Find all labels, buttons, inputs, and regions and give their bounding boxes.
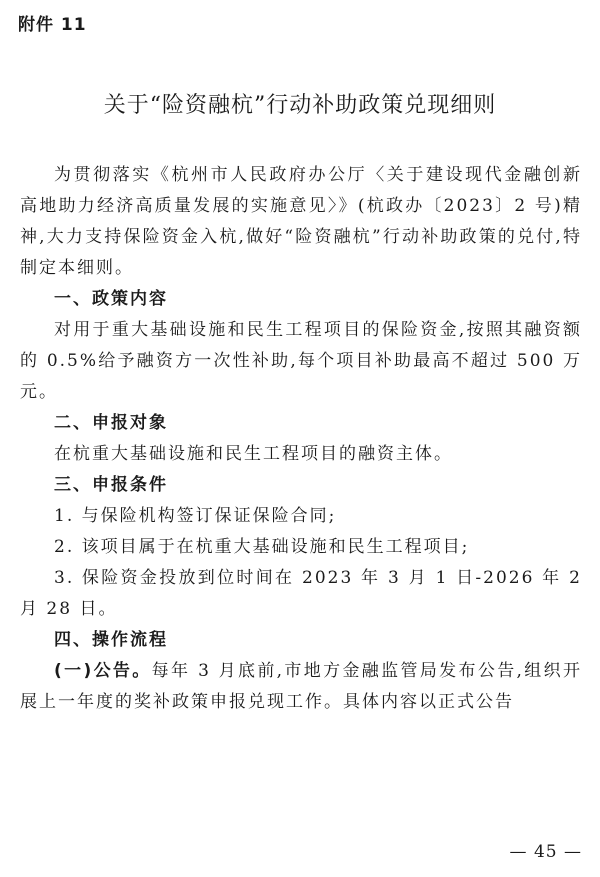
section-heading-applicants: 二、申报对象 — [54, 413, 168, 433]
procedure-lead: (一)公告。 — [54, 661, 152, 681]
procedure-text: 每年 3 月底前,市地方金融监管局发布公告,组织开展上一年度的奖补政策申报兑现工作。具体内容以正式公告 — [20, 661, 582, 712]
intro-paragraph: 为贯彻落实《杭州市人民政府办公厅〈关于建设现代金融创新高地助力经济高质量发展的实施意见〉》(杭政办〔2023〕2 号)精神,大力支持保险资金入杭,做好“险资融杭”行动补助政策的兑付,特制定本细则。 — [20, 165, 582, 278]
section-heading-procedure: 四、操作流程 — [54, 630, 168, 650]
attachment-label: 附件 11 — [18, 15, 87, 35]
policy-paragraph: 对用于重大基础设施和民生工程项目的保险资金,按照其融资额的 0.5%给予融资方一次性补助,每个项目补助最高不超过 500 万元。 — [20, 320, 582, 402]
applicants-paragraph: 在杭重大基础设施和民生工程项目的融资主体。 — [54, 444, 453, 464]
section-heading-conditions: 三、申报条件 — [54, 475, 168, 495]
condition-item-3: 3. 保险资金投放到位时间在 2023 年 3 月 1 日-2026 年 2 月 28 日。 — [20, 568, 582, 619]
condition-item-2: 2. 该项目属于在杭重大基础设施和民生工程项目; — [54, 537, 470, 557]
document-title: 关于“险资融杭”行动补助政策兑现细则 — [103, 93, 497, 118]
section-heading-policy: 一、政策内容 — [54, 289, 168, 309]
procedure-paragraph — [20, 656, 582, 718]
condition-item-1: 1. 与保险机构签订保证保险合同; — [54, 506, 337, 526]
page-number: — 45 — — [509, 842, 582, 862]
document-body — [20, 160, 582, 718]
